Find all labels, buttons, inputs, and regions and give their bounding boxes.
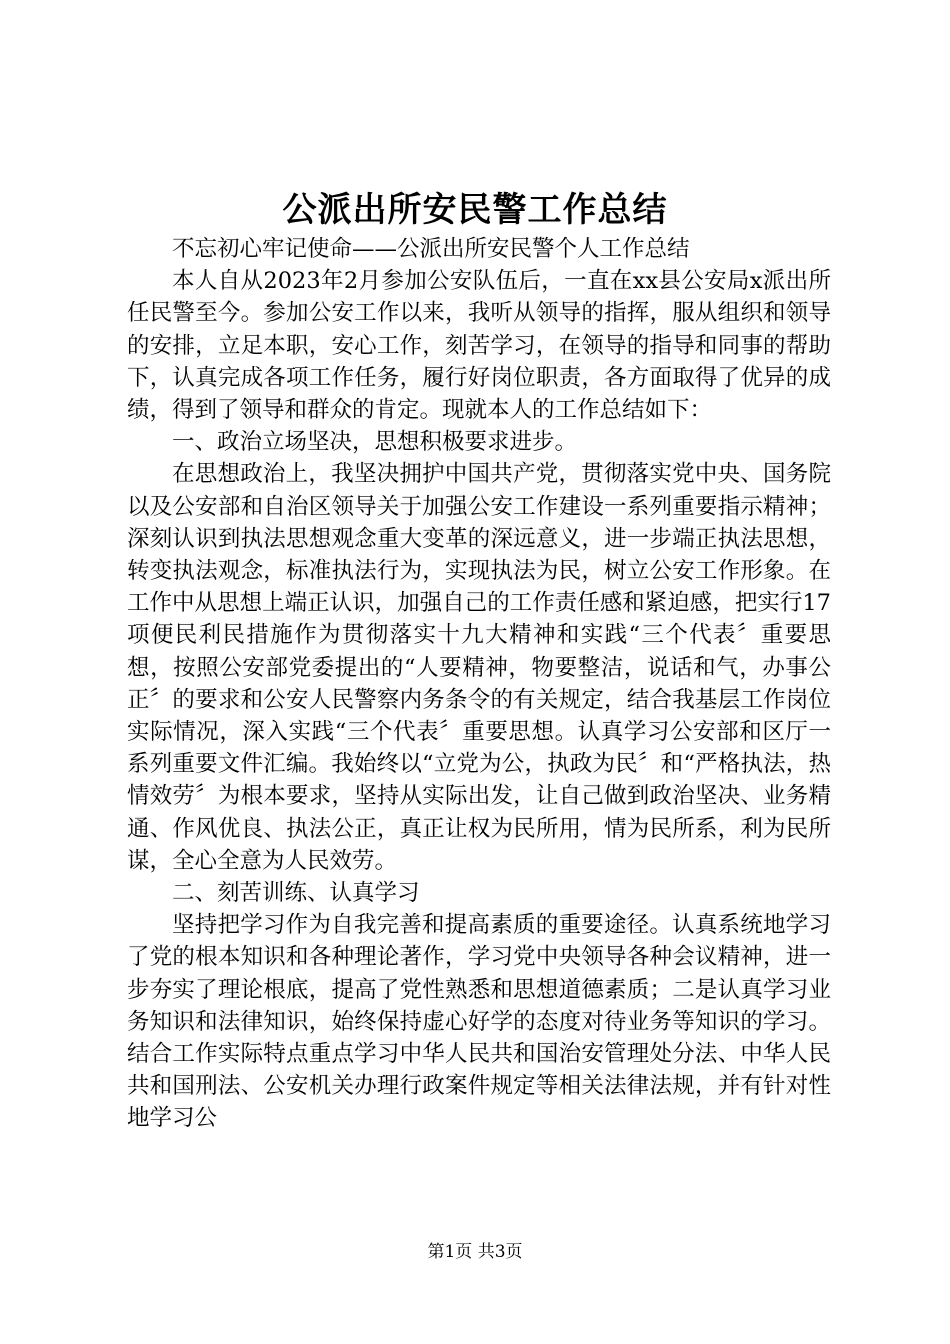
- subtitle-paragraph: 不忘初心牢记使命——公派出所安民警个人工作总结: [172, 236, 690, 262]
- page-footer: 第1页 共3页: [427, 1242, 523, 1262]
- document-title: 公派出所安民警工作总结: [282, 190, 668, 230]
- intro-paragraph: 本人自从2023年2月参加公安队伍后，一直在xx县公安局x派出所任民警至今。参加公安工作以来，我听从领导的指挥，服从组织和领导的安排，立足本职，安心工作，刻苦学习，在领导的指导和同事的帮助下，认真完成各项工作任务，履行好岗位职责，各方面取得了优异的成绩，得到了领导和群众的肯定。现就本人的工作总结如下：: [127, 268, 831, 424]
- section-1-paragraph: 在思想政治上，我坚决拥护中国共产党，贯彻落实党中央、国务院以及公安部和自治区领导关于加强公安工作建设一系列重要指示精神；深刻认识到执法思想观念重大变革的深远意义，进一步端正执法思想，转变执法观念，标准执法行为，实现执法为民，树立公安工作形象。在工作中从思想上端正认识，加强自己的工作责任感和紧迫感，把实行17项便民利民措施作为贯彻落实十九大精神和实践“三个代表〞重要思想，按照公安部党委提出的“人要精神，物要整洁，说话和气，办事公正〞的要求和公安人民警察内务条令的有关规定，结合我基层工作岗位实际情况，深入实践“三个代表〞重要思想。认真学习公安部和区厅一系列重要文件汇编。我始终以“立党为公，执政为民〞和“严格执法，热情效劳〞为根本要求，坚持从实际出发，让自己做到政治坚决、业务精通、作风优良、执法公正，真正让权为民所用，情为民所系，利为民所谋，全心全意为人民效劳。: [127, 461, 831, 874]
- section-2-paragraph: 坚持把学习作为自我完善和提高素质的重要途径。认真系统地学习了党的根本知识和各种理论著作，学习党中央领导各种会议精神，进一步夯实了理论根底，提高了党性熟悉和思想道德素质；二是认真学习业务知识和法律知识，始终保持虚心好学的态度对待业务等知识的学习。结合工作实际特点重点学习中华人民共和国治安管理处分法、中华人民共和国刑法、公安机关办理行政案件规定等相关法律法规，并有针对性地学习公: [127, 912, 831, 1132]
- section-heading-1: 一、政治立场坚决，思想积极要求进步。: [172, 429, 578, 456]
- section-heading-2: 二、刻苦训练、认真学习: [172, 880, 420, 907]
- document-body: [127, 233, 831, 1135]
